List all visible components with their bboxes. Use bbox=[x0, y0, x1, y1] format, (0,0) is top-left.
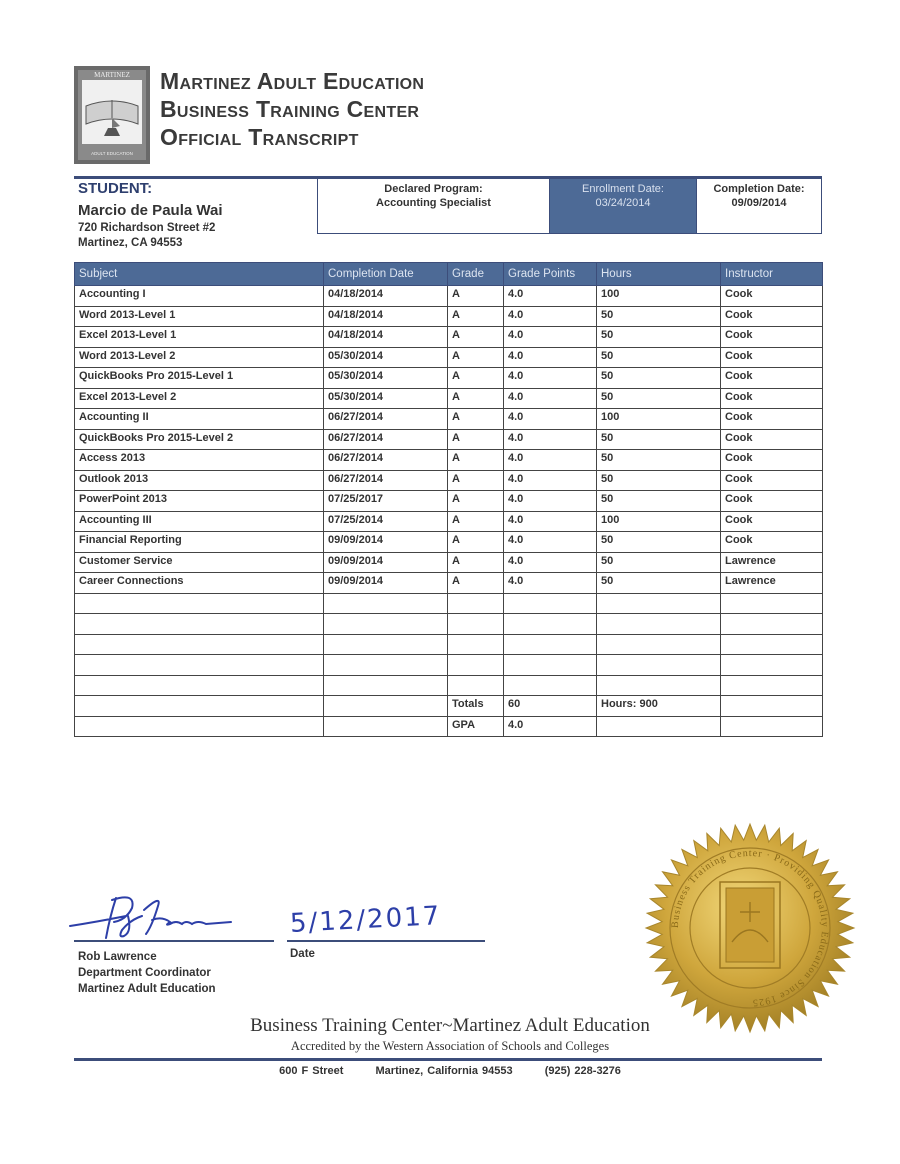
cell-completion-date: 07/25/2017 bbox=[324, 491, 448, 512]
column-header-subject: Subject bbox=[75, 263, 324, 286]
column-header-grade-points: Grade Points bbox=[504, 263, 597, 286]
student-label: STUDENT: bbox=[78, 180, 153, 197]
cell-grade: A bbox=[448, 368, 504, 389]
cell-completion-date bbox=[324, 655, 448, 676]
header-doc-title: Official Transcript bbox=[160, 124, 359, 150]
table-row bbox=[75, 388, 823, 409]
cell-instructor bbox=[721, 634, 823, 655]
cell-grade-points: 4.0 bbox=[504, 491, 597, 512]
header-center-name: Business Training Center bbox=[160, 96, 420, 122]
logo-text-bottom: ADULT EDUCATION bbox=[91, 151, 133, 156]
cell-hours: 100 bbox=[597, 511, 721, 532]
footer-city: Martinez, California 94553 bbox=[375, 1065, 513, 1077]
table-row bbox=[75, 655, 823, 676]
cell-subject: Accounting I bbox=[75, 286, 324, 307]
cell-grade: A bbox=[448, 573, 504, 594]
footer-address bbox=[0, 1065, 900, 1077]
cell-grade-points: 4.0 bbox=[504, 450, 597, 471]
cell-completion-date: 09/09/2014 bbox=[324, 532, 448, 553]
cell-instructor bbox=[721, 696, 823, 717]
enrollment-date-label: Enrollment Date: bbox=[582, 183, 664, 195]
cell-grade: A bbox=[448, 491, 504, 512]
cell-hours bbox=[597, 716, 721, 737]
cell-grade: A bbox=[448, 532, 504, 553]
cell-subject: Outlook 2013 bbox=[75, 470, 324, 491]
cell-completion-date: 05/30/2014 bbox=[324, 388, 448, 409]
signature-image bbox=[66, 886, 236, 946]
cell-hours: 50 bbox=[597, 347, 721, 368]
student-address-line2: Martinez, CA 94553 bbox=[78, 237, 183, 249]
cell-instructor: Cook bbox=[721, 429, 823, 450]
cell-grade-points: 4.0 bbox=[504, 306, 597, 327]
cell-instructor: Cook bbox=[721, 532, 823, 553]
cell-grade-points: 4.0 bbox=[504, 347, 597, 368]
cell-instructor: Cook bbox=[721, 306, 823, 327]
cell-grade-points: 4.0 bbox=[504, 470, 597, 491]
cell-hours: 50 bbox=[597, 327, 721, 348]
cell-subject bbox=[75, 675, 324, 696]
cell-grade: A bbox=[448, 409, 504, 430]
cell-hours: 50 bbox=[597, 306, 721, 327]
cell-instructor: Lawrence bbox=[721, 552, 823, 573]
cell-subject: Financial Reporting bbox=[75, 532, 324, 553]
cell-completion-date: 04/18/2014 bbox=[324, 286, 448, 307]
cell-grade bbox=[448, 593, 504, 614]
cell-grade-points: 4.0 bbox=[504, 388, 597, 409]
cell-subject bbox=[75, 614, 324, 635]
cell-completion-date: 06/27/2014 bbox=[324, 429, 448, 450]
cell-completion-date bbox=[324, 593, 448, 614]
cell-grade-points bbox=[504, 655, 597, 676]
cell-grade-points bbox=[504, 593, 597, 614]
cell-subject: Career Connections bbox=[75, 573, 324, 594]
table-row bbox=[75, 286, 823, 307]
cell-instructor: Cook bbox=[721, 368, 823, 389]
cell-instructor: Cook bbox=[721, 409, 823, 430]
table-row bbox=[75, 675, 823, 696]
cell-completion-date: 07/25/2014 bbox=[324, 511, 448, 532]
cell-grade: A bbox=[448, 511, 504, 532]
cell-grade-points: 4.0 bbox=[504, 573, 597, 594]
cell-instructor: Cook bbox=[721, 450, 823, 471]
handwritten-date: 5/12/2017 bbox=[289, 901, 443, 939]
cell-instructor bbox=[721, 593, 823, 614]
cell-subject bbox=[75, 655, 324, 676]
date-rule bbox=[287, 940, 485, 942]
cell-hours bbox=[597, 675, 721, 696]
cell-grade-points bbox=[504, 634, 597, 655]
cell-hours: 50 bbox=[597, 368, 721, 389]
column-header-hours: Hours bbox=[597, 263, 721, 286]
cell-subject bbox=[75, 634, 324, 655]
cell-instructor: Cook bbox=[721, 511, 823, 532]
gold-seal-icon bbox=[644, 822, 856, 1034]
cell-hours: 50 bbox=[597, 573, 721, 594]
cell-grade: A bbox=[448, 347, 504, 368]
cell-grade-points: 4.0 bbox=[504, 286, 597, 307]
cell-hours: 100 bbox=[597, 409, 721, 430]
date-label: Date bbox=[290, 948, 315, 960]
footer-street: 600 F Street bbox=[279, 1065, 344, 1077]
cell-grade-points bbox=[504, 614, 597, 635]
cell-subject: Word 2013-Level 1 bbox=[75, 306, 324, 327]
cell-grade bbox=[448, 675, 504, 696]
cell-grade: A bbox=[448, 286, 504, 307]
cell-instructor: Cook bbox=[721, 491, 823, 512]
cell-subject: Excel 2013-Level 2 bbox=[75, 388, 324, 409]
table-row bbox=[75, 491, 823, 512]
cell-grade: A bbox=[448, 552, 504, 573]
logo-text-top: MARTINEZ bbox=[94, 71, 130, 79]
cell-instructor bbox=[721, 716, 823, 737]
cell-subject bbox=[75, 593, 324, 614]
footer-rule bbox=[74, 1058, 822, 1061]
cell-completion-date bbox=[324, 634, 448, 655]
completion-date-label: Completion Date: bbox=[713, 183, 805, 195]
signature-rule bbox=[74, 940, 274, 942]
table-row bbox=[75, 470, 823, 491]
cell-completion-date: 09/09/2014 bbox=[324, 573, 448, 594]
cell-instructor: Cook bbox=[721, 286, 823, 307]
cell-instructor: Lawrence bbox=[721, 573, 823, 594]
cell-completion-date bbox=[324, 614, 448, 635]
cell-grade bbox=[448, 614, 504, 635]
table-row bbox=[75, 429, 823, 450]
cell-hours bbox=[597, 593, 721, 614]
table-row bbox=[75, 347, 823, 368]
cell-grade-points: 4.0 bbox=[504, 532, 597, 553]
footer-accreditation: Accredited by the Western Association of Schools and Colleges bbox=[290, 1039, 610, 1053]
cell-instructor bbox=[721, 675, 823, 696]
footer-phone: (925) 228-3276 bbox=[544, 1065, 621, 1077]
signer-name: Rob Lawrence bbox=[78, 951, 157, 963]
seal-text: Business Training Center · Providing Quality Education Since 1925 bbox=[669, 847, 831, 1009]
cell-grade-points bbox=[504, 675, 597, 696]
cell-instructor bbox=[721, 614, 823, 635]
cell-hours: 50 bbox=[597, 491, 721, 512]
student-address-line1: 720 Richardson Street #2 bbox=[78, 222, 216, 234]
table-row bbox=[75, 532, 823, 553]
cell-instructor: Cook bbox=[721, 347, 823, 368]
cell-instructor bbox=[721, 655, 823, 676]
table-row bbox=[75, 368, 823, 389]
cell-hours: 50 bbox=[597, 429, 721, 450]
cell-instructor: Cook bbox=[721, 388, 823, 409]
table-row bbox=[75, 614, 823, 635]
column-header-instructor: Instructor bbox=[721, 263, 823, 286]
table-row bbox=[75, 511, 823, 532]
cell-subject: QuickBooks Pro 2015-Level 1 bbox=[75, 368, 324, 389]
transcript-table bbox=[74, 262, 823, 737]
table-row bbox=[75, 716, 823, 737]
cell-grade: A bbox=[448, 429, 504, 450]
cell-subject: Accounting II bbox=[75, 409, 324, 430]
table-row bbox=[75, 696, 823, 717]
cell-grade: A bbox=[448, 306, 504, 327]
cell-subject: PowerPoint 2013 bbox=[75, 491, 324, 512]
table-row bbox=[75, 634, 823, 655]
cell-subject: QuickBooks Pro 2015-Level 2 bbox=[75, 429, 324, 450]
cell-grade-points: 4.0 bbox=[504, 409, 597, 430]
cell-completion-date: 06/27/2014 bbox=[324, 409, 448, 430]
cell-completion-date: 04/18/2014 bbox=[324, 306, 448, 327]
cell-subject bbox=[75, 716, 324, 737]
signer-title: Department Coordinator bbox=[78, 967, 211, 979]
cell-completion-date: 05/30/2014 bbox=[324, 368, 448, 389]
enrollment-date-box bbox=[549, 178, 697, 234]
cell-completion-date bbox=[324, 716, 448, 737]
signer-org: Martinez Adult Education bbox=[78, 983, 216, 995]
table-row bbox=[75, 306, 823, 327]
column-header-completion-date: Completion Date bbox=[324, 263, 448, 286]
cell-grade-points: 4.0 bbox=[504, 368, 597, 389]
cell-grade: A bbox=[448, 470, 504, 491]
enrollment-date-value: 03/24/2014 bbox=[595, 197, 651, 209]
school-logo bbox=[74, 66, 150, 164]
cell-subject: Word 2013-Level 2 bbox=[75, 347, 324, 368]
cell-grade: Totals bbox=[448, 696, 504, 717]
cell-hours bbox=[597, 634, 721, 655]
cell-grade-points: 4.0 bbox=[504, 511, 597, 532]
transcript-table-body bbox=[75, 286, 823, 737]
cell-hours bbox=[597, 655, 721, 676]
cell-completion-date bbox=[324, 696, 448, 717]
cell-instructor: Cook bbox=[721, 327, 823, 348]
cell-grade: A bbox=[448, 450, 504, 471]
cell-hours: 100 bbox=[597, 286, 721, 307]
header-school-name: Martinez Adult Education bbox=[160, 68, 425, 94]
cell-grade: GPA bbox=[448, 716, 504, 737]
cell-grade: A bbox=[448, 388, 504, 409]
cell-hours: 50 bbox=[597, 552, 721, 573]
table-row bbox=[75, 327, 823, 348]
cell-grade-points: 4.0 bbox=[504, 429, 597, 450]
footer-title: Business Training Center~Martinez Adult Education bbox=[250, 1015, 650, 1036]
cell-hours: 50 bbox=[597, 450, 721, 471]
cell-completion-date: 06/27/2014 bbox=[324, 450, 448, 471]
cell-completion-date: 05/30/2014 bbox=[324, 347, 448, 368]
declared-program-box bbox=[317, 178, 550, 234]
cell-completion-date: 04/18/2014 bbox=[324, 327, 448, 348]
cell-subject: Excel 2013-Level 1 bbox=[75, 327, 324, 348]
completion-date-value: 09/09/2014 bbox=[731, 197, 787, 209]
cell-hours bbox=[597, 614, 721, 635]
table-row bbox=[75, 450, 823, 471]
column-header-grade: Grade bbox=[448, 263, 504, 286]
declared-program-value: Accounting Specialist bbox=[376, 197, 491, 209]
table-row bbox=[75, 593, 823, 614]
cell-hours: 50 bbox=[597, 532, 721, 553]
cell-subject: Access 2013 bbox=[75, 450, 324, 471]
cell-grade-points: 60 bbox=[504, 696, 597, 717]
declared-program-label: Declared Program: bbox=[384, 183, 483, 195]
cell-instructor: Cook bbox=[721, 470, 823, 491]
cell-grade bbox=[448, 655, 504, 676]
table-header-row bbox=[75, 263, 823, 286]
cell-subject: Accounting III bbox=[75, 511, 324, 532]
cell-completion-date: 09/09/2014 bbox=[324, 552, 448, 573]
cell-hours: 50 bbox=[597, 388, 721, 409]
cell-grade-points: 4.0 bbox=[504, 716, 597, 737]
table-row bbox=[75, 552, 823, 573]
cell-grade-points: 4.0 bbox=[504, 327, 597, 348]
cell-hours: Hours: 900 bbox=[597, 696, 721, 717]
cell-grade bbox=[448, 634, 504, 655]
student-name: Marcio de Paula Wai bbox=[78, 202, 223, 219]
cell-subject bbox=[75, 696, 324, 717]
table-row bbox=[75, 573, 823, 594]
cell-completion-date: 06/27/2014 bbox=[324, 470, 448, 491]
cell-grade: A bbox=[448, 327, 504, 348]
cell-subject: Customer Service bbox=[75, 552, 324, 573]
cell-grade-points: 4.0 bbox=[504, 552, 597, 573]
cell-hours: 50 bbox=[597, 470, 721, 491]
cell-completion-date bbox=[324, 675, 448, 696]
completion-date-box bbox=[696, 178, 822, 234]
table-row bbox=[75, 409, 823, 430]
